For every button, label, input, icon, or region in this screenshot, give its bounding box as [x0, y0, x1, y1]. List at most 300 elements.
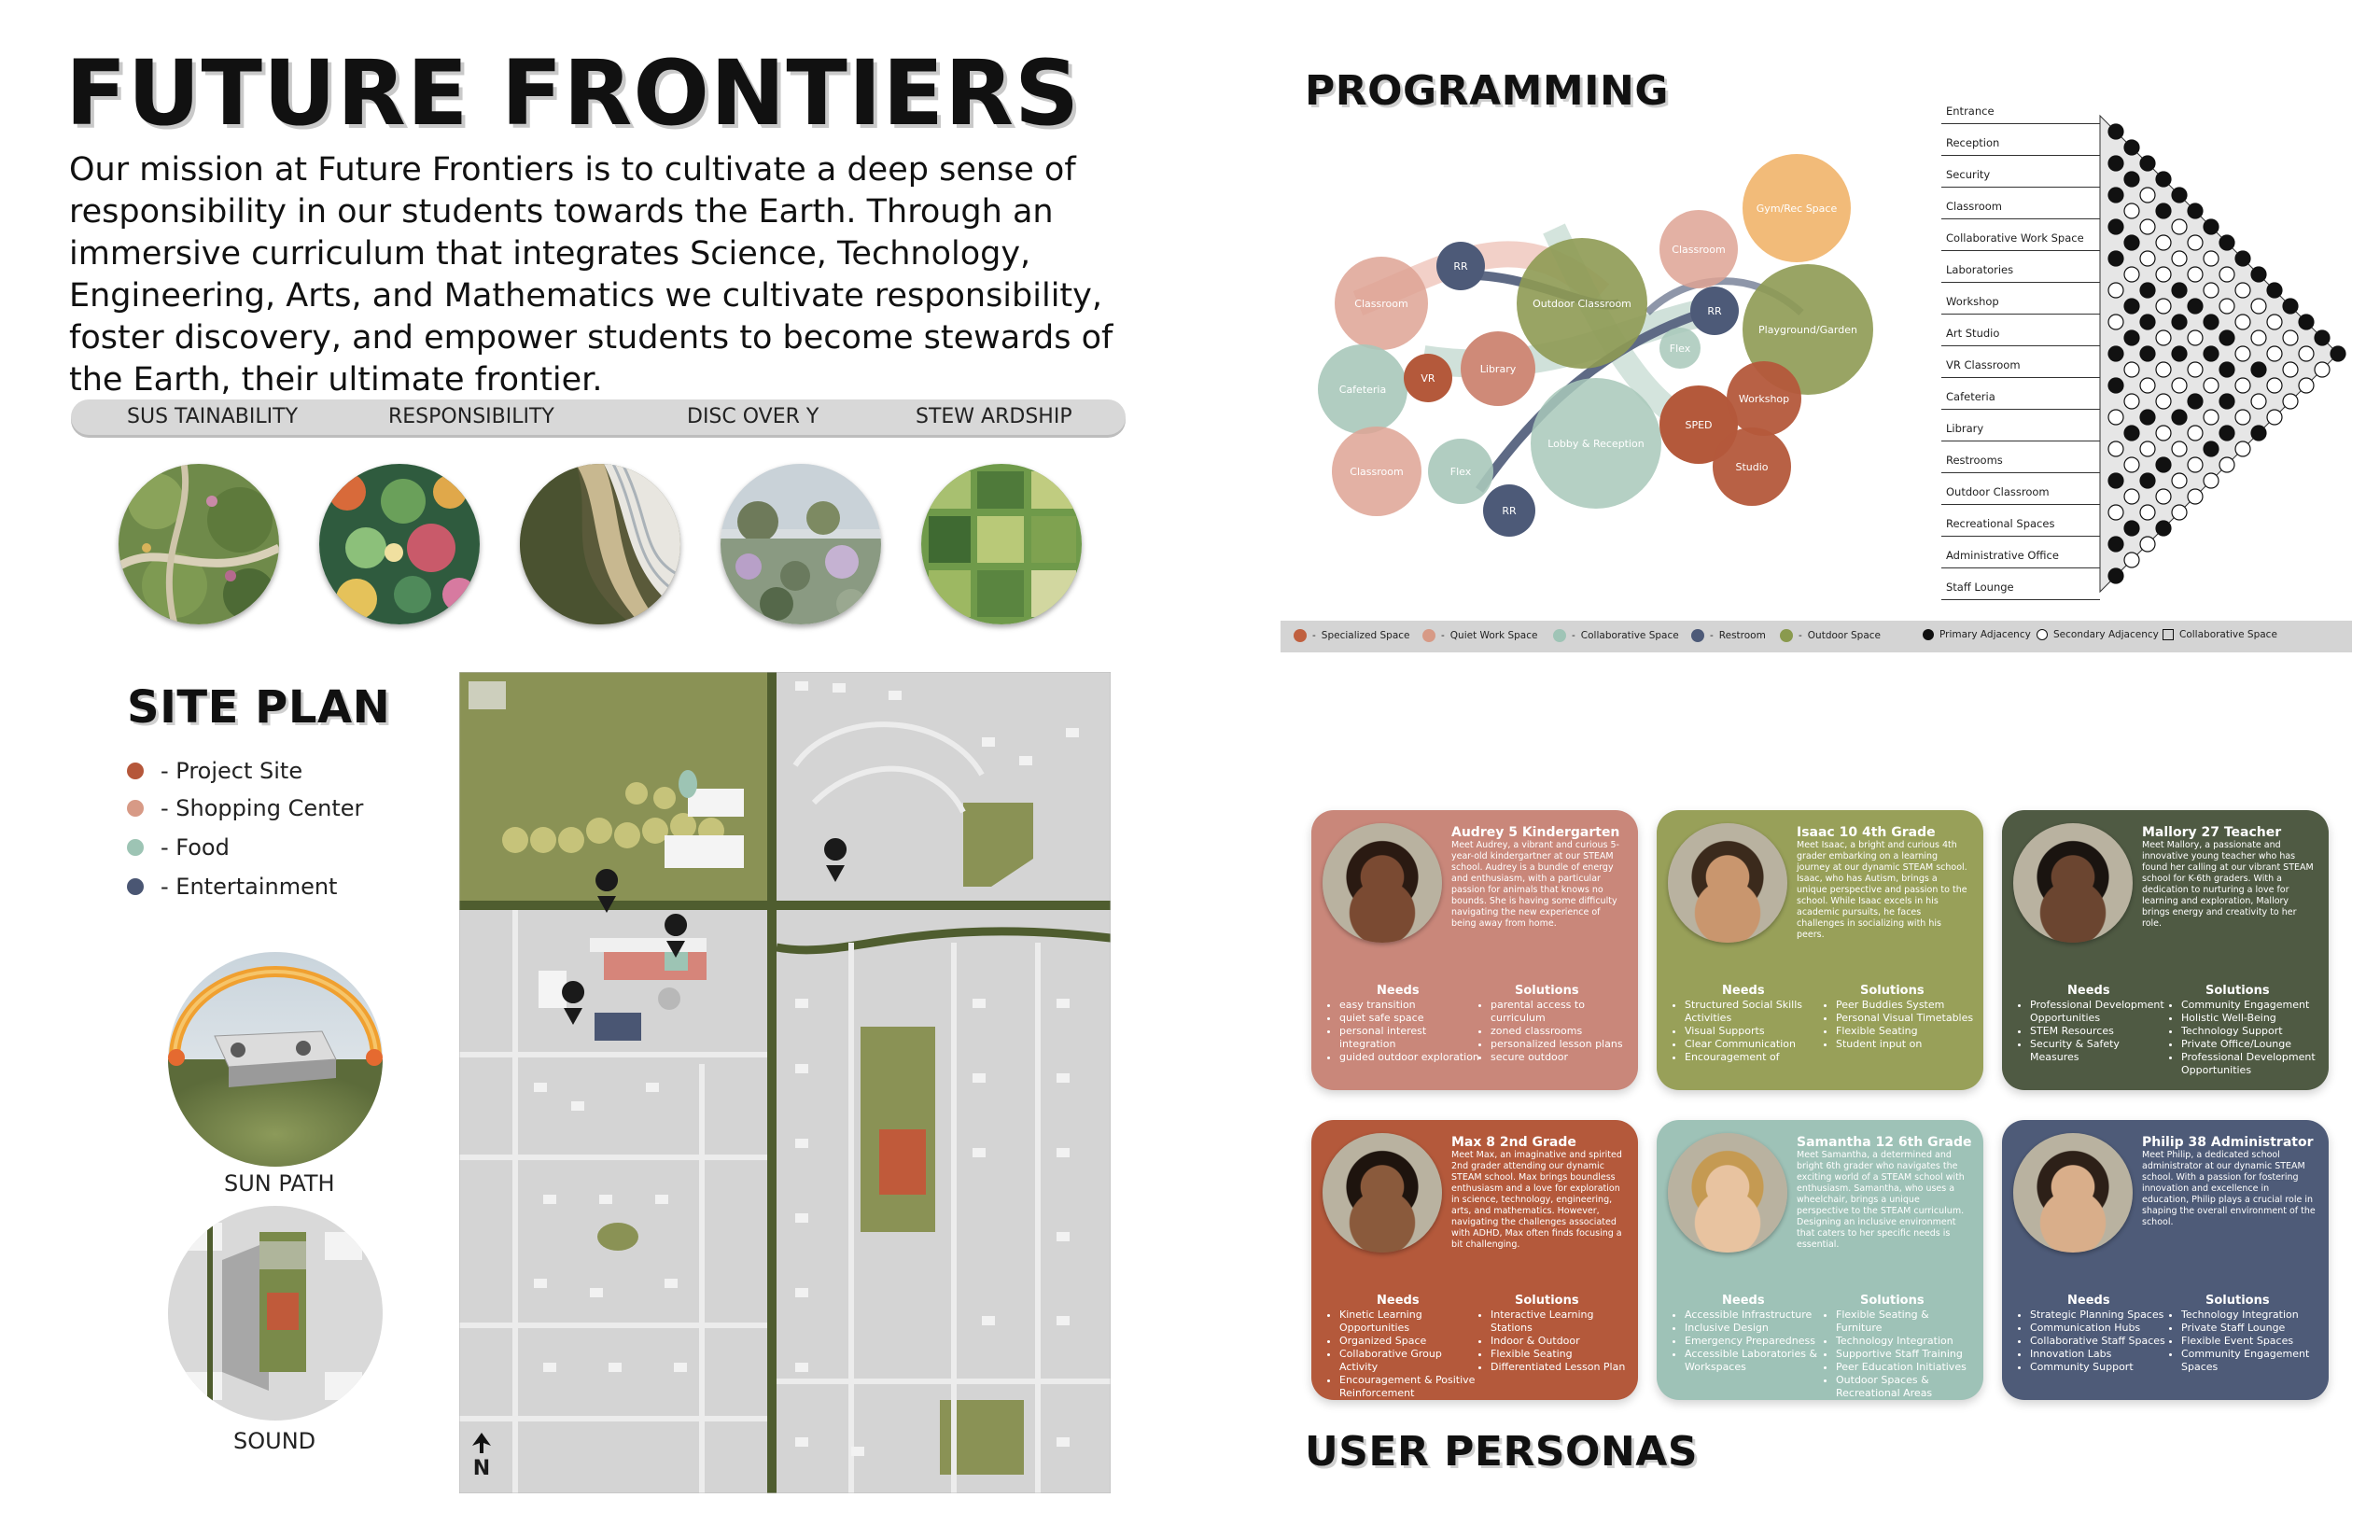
secondary-adjacency-marker	[2156, 235, 2171, 250]
primary-adjacency-marker	[2140, 156, 2155, 171]
bubble-label: Outdoor Classroom	[1533, 298, 1631, 310]
primary-adjacency-marker	[2251, 267, 2266, 282]
persona-bio: Meet Max, an imaginative and spirited 2nd grader attending our dynamic STEAM school. Max brings boundless enthusiasm and a love for exploration in science, technology, engineering, arts, and mathematics. However, navigating the challenges associated with ADHD, Max often finds focusing a bit challenging.	[1451, 1150, 1622, 1250]
primary-adjacency-marker	[2140, 473, 2155, 488]
quiet-dot	[1422, 629, 1435, 642]
primary-adjacency-marker	[2283, 299, 2298, 314]
persona-avatar	[1323, 823, 1442, 943]
matrix-row-label: Entrance	[1946, 105, 1995, 118]
concept-image-farmland	[921, 464, 1082, 624]
secondary-adjacency-marker	[2188, 362, 2203, 377]
programming-title: PROGRAMMING	[1305, 67, 1669, 115]
primary-adjacency-marker	[2156, 457, 2171, 472]
concept-image-flowers	[319, 464, 480, 624]
solution-item: • Technology Support	[2181, 1025, 2321, 1038]
matrix-row-label: Outdoor Classroom	[1946, 485, 2050, 498]
secondary-adjacency-marker	[2251, 330, 2266, 345]
matrix-row-label: Staff Lounge	[1946, 581, 2014, 594]
legend-label: - Shopping Center	[161, 795, 364, 821]
solution-item: • Holistic Well-Being	[2181, 1012, 2321, 1025]
persona-avatar	[1668, 823, 1787, 943]
secondary-adjacency-marker	[2219, 267, 2234, 282]
needs-list	[1328, 1309, 1479, 1400]
food-dot	[127, 839, 144, 856]
specialized-dot	[1294, 629, 1307, 642]
need-item: • Encouragement of	[1685, 1051, 1825, 1064]
needs-heading: Needs	[1377, 1294, 1420, 1308]
solutions-heading: Solutions	[1515, 1294, 1579, 1308]
secondary-adjacency-marker	[2140, 505, 2155, 520]
secondary-adjacency-marker	[2188, 489, 2203, 504]
matrix-row-label: VR Classroom	[1946, 358, 2021, 371]
needs-list	[1673, 999, 1825, 1064]
solutions-heading: Solutions	[1860, 984, 1925, 998]
value-discovery: DISC OVER Y	[687, 405, 819, 428]
primary-adjacency-marker	[2188, 203, 2203, 218]
bubble-label: Lobby & Reception	[1547, 438, 1645, 450]
bubble-label: Flex	[1669, 343, 1691, 355]
bubble-label: Workshop	[1738, 393, 1790, 405]
need-item: • Encouragement & Positive Reinforcement	[1339, 1374, 1479, 1400]
bubble-label: Classroom	[1350, 466, 1404, 478]
secondary-adjacency-marker	[2140, 219, 2155, 234]
primary-adjacency-marker	[2124, 521, 2139, 536]
legend-label: Collaborative Space	[1580, 630, 1679, 641]
legend-secondary-adjacency	[2037, 629, 2159, 640]
primary-adjacency-marker	[2140, 346, 2155, 361]
solutions-heading: Solutions	[2205, 984, 2270, 998]
secondary-adjacency-marker	[2156, 394, 2171, 409]
needs-heading: Needs	[1722, 984, 1765, 998]
bubble-label: Classroom	[1354, 298, 1408, 310]
matrix-row-label: Restrooms	[1946, 454, 2003, 467]
bubble-label: Gym/Rec Space	[1756, 203, 1838, 215]
secondary-adjacency-marker	[2235, 378, 2250, 393]
solution-item: • personalized lesson plans	[1491, 1038, 1631, 1051]
secondary-adjacency-marker	[2156, 489, 2171, 504]
legend-label: Collaborative Space	[2179, 629, 2277, 640]
values-bar	[71, 399, 1126, 435]
solutions-heading: Solutions	[1515, 984, 1579, 998]
secondary-adjacency-marker	[2251, 394, 2266, 409]
secondary-adjacency-marker	[2267, 346, 2282, 361]
secondary-adjacency-marker	[2204, 378, 2219, 393]
secondary-adjacency-marker	[2140, 537, 2155, 552]
primary-adjacency-marker	[2315, 330, 2330, 345]
secondary-adjacency-marker	[2235, 346, 2250, 361]
solution-item: • Private Office/Lounge	[2181, 1038, 2321, 1051]
user-personas-title: USER PERSONAS	[1305, 1428, 1699, 1476]
secondary-adjacency-marker	[2140, 378, 2155, 393]
primary-adjacency-marker	[2188, 394, 2203, 409]
need-item: • STEM Resources	[2030, 1025, 2170, 1038]
need-item: • quiet safe space	[1339, 1012, 1479, 1025]
need-item: • Visual Supports	[1685, 1025, 1825, 1038]
solutions-heading: Solutions	[2205, 1294, 2270, 1308]
secondary-adjacency-marker	[2172, 219, 2187, 234]
persona-card	[1657, 810, 1983, 1090]
secondary-adjacency-marker	[2204, 410, 2219, 425]
primary-adjacency-marker	[2124, 299, 2139, 314]
value-responsibility: RESPONSIBILITY	[388, 405, 554, 428]
solution-item: • Flexible Seating	[1491, 1348, 1631, 1361]
collaborative-square-icon	[2163, 629, 2174, 640]
bubble-label: Playground/Garden	[1758, 324, 1857, 336]
primary-adjacency-marker	[2108, 568, 2123, 583]
primary-adjacency-marker	[2140, 315, 2155, 329]
primary-adjacency-marker	[2108, 251, 2123, 266]
need-item: • Innovation Labs	[2030, 1348, 2170, 1361]
primary-adjacency-marker	[2188, 299, 2203, 314]
secondary-adjacency-marker	[2188, 267, 2203, 282]
secondary-adjacency-marker	[2235, 315, 2250, 329]
outdoor-dot	[1780, 629, 1793, 642]
primary-adjacency-marker	[2219, 426, 2234, 441]
solutions-list	[1479, 1309, 1631, 1374]
legend-project-site	[127, 758, 302, 784]
matrix-row-label: Administrative Office	[1946, 549, 2059, 562]
persona-bio: Meet Samantha, a determined and bright 6th grader who navigates the exciting world of a STEAM school with enthusiasm. Samantha, who uses a wheelchair, brings a unique perspective to the STEAM curriculum. Designing an inclusive environment that caters to her specific needs is essential.	[1797, 1150, 1965, 1250]
solution-item: • Community Engagement	[2181, 999, 2321, 1012]
primary-adjacency-marker	[2124, 426, 2139, 441]
secondary-adjacency-marker	[2267, 410, 2282, 425]
persona-name: Max 8 2nd Grade	[1451, 1135, 1576, 1150]
primary-adjacency-marker	[2156, 172, 2171, 187]
secondary-adjacency-marker	[2124, 203, 2139, 218]
primary-adjacency-marker	[2235, 251, 2250, 266]
solutions-list	[1825, 999, 1976, 1051]
need-item: • Collaborative Staff Spaces	[2030, 1335, 2170, 1348]
persona-avatar	[1323, 1133, 1442, 1253]
solution-item: • Professional Development Opportunities	[2181, 1051, 2321, 1077]
primary-adjacency-marker	[2172, 346, 2187, 361]
legend-restroom: - Restroom	[1691, 629, 1766, 642]
needs-list	[1328, 999, 1479, 1064]
primary-adjacency-marker	[2108, 124, 2123, 139]
secondary-adjacency-marker	[2235, 441, 2250, 456]
bubble-label: Library	[1479, 363, 1517, 375]
primary-adjacency-marker	[2108, 378, 2123, 393]
secondary-adjacency-marker	[2188, 330, 2203, 345]
persona-card	[1311, 810, 1638, 1090]
bubble-label: SPED	[1685, 419, 1713, 431]
secondary-adjacency-marker	[2204, 283, 2219, 298]
matrix-row-label: Cafeteria	[1946, 390, 1995, 403]
secondary-adjacency-marker	[2299, 378, 2314, 393]
sound-diagram	[166, 1204, 385, 1426]
persona-name: Philip 38 Administrator	[2142, 1135, 2314, 1150]
persona-name: Mallory 27 Teacher	[2142, 825, 2282, 840]
secondary-adjacency-marker	[2124, 489, 2139, 504]
persona-avatar	[2013, 1133, 2133, 1253]
bubble-label: Studio	[1735, 461, 1769, 473]
secondary-adjacency-marker	[2124, 553, 2139, 567]
legend-label: Quiet Work Space	[1449, 630, 1538, 641]
legend-food	[127, 834, 230, 861]
solutions-list	[2170, 999, 2321, 1077]
legend-label: Outdoor Space	[1807, 630, 1881, 641]
primary-adjacency-marker	[2108, 156, 2123, 171]
need-item: • personal interest integration	[1339, 1025, 1479, 1051]
legend-label: - Entertainment	[161, 874, 338, 900]
legend-label: Secondary Adjacency	[2053, 629, 2159, 640]
solution-item: • Outdoor Spaces & Recreational Areas	[1836, 1374, 1976, 1400]
primary-adjacency-marker	[2299, 315, 2314, 329]
secondary-adjacency-marker	[2267, 378, 2282, 393]
solution-item: • Interactive Learning Stations	[1491, 1309, 1631, 1335]
secondary-adjacency-marker	[2235, 410, 2250, 425]
needs-list	[1673, 1309, 1825, 1374]
secondary-adjacency-marker	[2140, 188, 2155, 203]
legend-primary-adjacency	[1923, 629, 2031, 640]
legend-label: Restroom	[1718, 630, 1766, 641]
north-label: N	[472, 1457, 491, 1480]
solution-item: • Private Staff Lounge	[2181, 1322, 2321, 1335]
matrix-row-label: Security	[1946, 168, 1991, 181]
solution-item: • Flexible Seating & Furniture	[1836, 1309, 1976, 1335]
bubble-label: Classroom	[1672, 244, 1726, 256]
secondary-adjacency-marker	[2251, 299, 2266, 314]
need-item: • Organized Space	[1339, 1335, 1479, 1348]
persona-card	[1311, 1120, 1638, 1400]
solution-item: • Personal Visual Timetables	[1836, 1012, 1976, 1025]
primary-adjacency-marker	[2140, 410, 2155, 425]
legend-label: Specialized Space	[1321, 630, 1410, 641]
secondary-adjacency-marker	[2124, 362, 2139, 377]
needs-heading: Needs	[2067, 984, 2110, 998]
matrix-row-label: Recreational Spaces	[1946, 517, 2055, 530]
matrix-row-label: Collaborative Work Space	[1946, 231, 2084, 245]
persona-card	[2002, 810, 2329, 1090]
site-plan-map	[459, 672, 1111, 1497]
primary-adjacency-marker	[2108, 537, 2123, 552]
page-title: FUTURE FRONTIERS	[65, 41, 1081, 146]
primary-adjacency-marker	[2124, 172, 2139, 187]
matrix-row-label: Laboratories	[1946, 263, 2014, 276]
project-site-dot	[127, 763, 144, 779]
solutions-list	[2170, 1309, 2321, 1374]
primary-adjacency-marker	[2219, 330, 2234, 345]
bubble-label: RR	[1707, 305, 1722, 317]
sound-caption: SOUND	[233, 1428, 316, 1454]
primary-adjacency-marker	[2124, 330, 2139, 345]
need-item: • Collaborative Group Activity	[1339, 1348, 1479, 1374]
secondary-adjacency-marker	[2156, 267, 2171, 282]
persona-bio: Meet Mallory, a passionate and innovative young teacher who has found her calling at our vibrant STEAM school for K-6th graders. With a dedication to nurturing a love for learning and exploration, Mallory brings energy and creativity to her role.	[2142, 840, 2314, 929]
bubble-label: VR	[1421, 372, 1435, 385]
adjacency-matrix	[1937, 103, 2347, 610]
need-item: • Security & Safety Measures	[2030, 1038, 2170, 1064]
primary-adjacency-marker	[2156, 521, 2171, 536]
need-item: • Clear Communication	[1685, 1038, 1825, 1051]
needs-heading: Needs	[1722, 1294, 1765, 1308]
persona-bio: Meet Isaac, a bright and curious 4th grader embarking on a learning journey at our dynamic STEAM school. Isaac, who has Autism, brings a unique perspective and passion to the school. While Isaac excels in his academic pursuits, he faces challenges in socializing with his peers.	[1797, 840, 1967, 940]
secondary-adjacency-marker	[2219, 457, 2234, 472]
need-item: • Kinetic Learning Opportunities	[1339, 1309, 1479, 1335]
legend-label: - Food	[161, 834, 230, 861]
secondary-adjacency-marker	[2283, 394, 2298, 409]
need-item: • Accessible Laboratories & Workspaces	[1685, 1348, 1825, 1374]
primary-adjacency-marker	[2108, 188, 2123, 203]
primary-adjacency-marker	[2204, 219, 2219, 234]
secondary-adjacency-icon	[2037, 629, 2048, 640]
solution-item: • Indoor & Outdoor	[1491, 1335, 1631, 1348]
primary-adjacency-marker	[2172, 188, 2187, 203]
north-arrow-icon	[470, 1431, 493, 1453]
bubble-label: RR	[1453, 260, 1468, 273]
solution-item: • parental access to curriculum	[1491, 999, 1631, 1025]
value-sustainability: SUS TAINABILITY	[127, 405, 299, 428]
need-item: • easy transition	[1339, 999, 1479, 1012]
matrix-row-label: Library	[1946, 422, 1984, 435]
secondary-adjacency-marker	[2172, 505, 2187, 520]
solutions-list	[1479, 999, 1631, 1064]
secondary-adjacency-marker	[2172, 378, 2187, 393]
primary-adjacency-icon	[1923, 629, 1934, 640]
persona-name: Audrey 5 Kindergarten	[1451, 825, 1620, 840]
solution-item: • Peer Education Initiatives	[1836, 1361, 1976, 1374]
programming-legend	[1281, 621, 2352, 652]
primary-adjacency-marker	[2219, 235, 2234, 250]
secondary-adjacency-marker	[2283, 362, 2298, 377]
persona-avatar	[1668, 1133, 1787, 1253]
secondary-adjacency-marker	[2108, 505, 2123, 520]
solution-item: • Differentiated Lesson Plan	[1491, 1361, 1631, 1374]
restroom-dot	[1691, 629, 1704, 642]
primary-adjacency-marker	[2204, 346, 2219, 361]
primary-adjacency-marker	[2124, 140, 2139, 155]
secondary-adjacency-marker	[2156, 362, 2171, 377]
legend-outdoor: - Outdoor Space	[1780, 629, 1881, 642]
secondary-adjacency-marker	[2124, 394, 2139, 409]
secondary-adjacency-marker	[2188, 457, 2203, 472]
need-item: • Strategic Planning Spaces	[2030, 1309, 2170, 1322]
secondary-adjacency-marker	[2188, 426, 2203, 441]
primary-adjacency-marker	[2172, 283, 2187, 298]
persona-name: Samantha 12 6th Grade	[1797, 1135, 1972, 1150]
secondary-adjacency-marker	[2283, 330, 2298, 345]
solution-item: • Community Engagement Spaces	[2181, 1348, 2321, 1374]
solution-item: • Supportive Staff Training	[1836, 1348, 1976, 1361]
primary-adjacency-marker	[2124, 235, 2139, 250]
legend-label: - Project Site	[161, 758, 303, 784]
needs-heading: Needs	[1377, 984, 1420, 998]
secondary-adjacency-marker	[2172, 441, 2187, 456]
value-stewardship: STEW ARDSHIP	[916, 405, 1072, 428]
secondary-adjacency-marker	[2156, 330, 2171, 345]
needs-heading: Needs	[2067, 1294, 2110, 1308]
primary-adjacency-marker	[2251, 426, 2266, 441]
primary-adjacency-marker	[2172, 315, 2187, 329]
primary-adjacency-marker	[2251, 362, 2266, 377]
persona-card	[1657, 1120, 1983, 1400]
legend-collaborative-adjacency	[2163, 629, 2277, 640]
legend-quiet: - Quiet Work Space	[1422, 629, 1537, 642]
entertainment-dot	[127, 878, 144, 895]
bubble-label: Flex	[1449, 466, 1472, 478]
need-item: • Structured Social Skills Activities	[1685, 999, 1825, 1025]
secondary-adjacency-marker	[2124, 267, 2139, 282]
sun-path-diagram	[163, 947, 387, 1175]
secondary-adjacency-marker	[2172, 251, 2187, 266]
secondary-adjacency-marker	[2172, 473, 2187, 488]
solution-item: • secure outdoor	[1491, 1051, 1631, 1064]
need-item: • Communication Hubs	[2030, 1322, 2170, 1335]
concept-image-river-valley	[520, 464, 680, 624]
solution-item: • Technology Integration	[2181, 1309, 2321, 1322]
matrix-row-label: Classroom	[1946, 200, 2003, 213]
persona-bio: Meet Philip, a dedicated school administrator at our dynamic STEAM school. With a passion for fostering innovation and excellence in education, Philip plays a crucial role in shaping the overall environment of the school.	[2142, 1150, 2316, 1227]
secondary-adjacency-marker	[2156, 426, 2171, 441]
secondary-adjacency-marker	[2315, 362, 2330, 377]
primary-adjacency-marker	[2108, 473, 2123, 488]
solution-item: • Technology Integration	[1836, 1335, 1976, 1348]
secondary-adjacency-marker	[2267, 315, 2282, 329]
persona-name: Isaac 10 4th Grade	[1797, 825, 1936, 840]
persona-bio: Meet Audrey, a vibrant and curious 5-year-old kindergartner at our STEAM school. Audrey is a bundle of energy and enthusiasm, with a particular passion for animals that knows no bounds. She is having some difficulty navigating the new experience of being away from home.	[1451, 840, 1619, 929]
concept-image-meadow	[721, 464, 881, 624]
solution-item: • zoned classrooms	[1491, 1025, 1631, 1038]
primary-adjacency-marker	[2172, 410, 2187, 425]
secondary-adjacency-marker	[2188, 235, 2203, 250]
secondary-adjacency-marker	[2219, 299, 2234, 314]
solution-item: • Flexible Event Spaces	[2181, 1335, 2321, 1348]
solution-item: • Peer Buddies System	[1836, 999, 1976, 1012]
primary-adjacency-marker	[2156, 203, 2171, 218]
legend-entertainment	[127, 874, 337, 900]
solutions-list	[1825, 1309, 1976, 1400]
primary-adjacency-marker	[2204, 441, 2219, 456]
need-item: • Professional Development Opportunities	[2030, 999, 2170, 1025]
legend-specialized: - Specialized Space	[1294, 629, 1410, 642]
concept-image-garden-path	[119, 464, 279, 624]
persona-card	[2002, 1120, 2329, 1400]
primary-adjacency-marker	[2108, 346, 2123, 361]
secondary-adjacency-marker	[2140, 251, 2155, 266]
primary-adjacency-marker	[2108, 219, 2123, 234]
secondary-adjacency-marker	[2204, 251, 2219, 266]
need-item: • Accessible Infrastructure	[1685, 1309, 1825, 1322]
need-item: • Community Support	[2030, 1361, 2170, 1374]
need-item: • Emergency Preparedness	[1685, 1335, 1825, 1348]
legend-shopping-center	[127, 795, 363, 821]
primary-adjacency-marker	[2331, 346, 2345, 361]
mission-statement: Our mission at Future Frontiers is to cultivate a deep sense of responsibility in our students towards the Earth. Through an immersive curriculum that integrates Science, Technology, Engineering, Arts, and Mathematics we cultivate responsibility, foster discovery, and empower students to become stewards of the Earth, their ultimate frontier.	[69, 151, 1113, 399]
matrix-row-label: Art Studio	[1946, 327, 2000, 340]
secondary-adjacency-marker	[2108, 410, 2123, 425]
shopping-center-dot	[127, 800, 144, 817]
programming-bubble-diagram	[1311, 145, 1927, 550]
collaborative-dot	[1553, 629, 1566, 642]
primary-adjacency-marker	[2219, 362, 2234, 377]
solution-item: • Flexible Seating	[1836, 1025, 1976, 1038]
matrix-row-label: Workshop	[1946, 295, 1999, 308]
solutions-heading: Solutions	[1860, 1294, 1925, 1308]
primary-adjacency-marker	[2219, 394, 2234, 409]
legend-collaborative: - Collaborative Space	[1553, 629, 1679, 642]
secondary-adjacency-marker	[2108, 441, 2123, 456]
secondary-adjacency-marker	[2204, 473, 2219, 488]
sun-path-caption: SUN PATH	[224, 1170, 335, 1197]
solution-item: • Student input on	[1836, 1038, 1976, 1051]
matrix-row-label: Reception	[1946, 136, 2000, 149]
bubble-label: Cafeteria	[1338, 384, 1387, 396]
north-arrow	[470, 1431, 493, 1480]
secondary-adjacency-marker	[2108, 283, 2123, 298]
needs-list	[2019, 1309, 2170, 1374]
secondary-adjacency-marker	[2299, 346, 2314, 361]
secondary-adjacency-marker	[2156, 299, 2171, 314]
